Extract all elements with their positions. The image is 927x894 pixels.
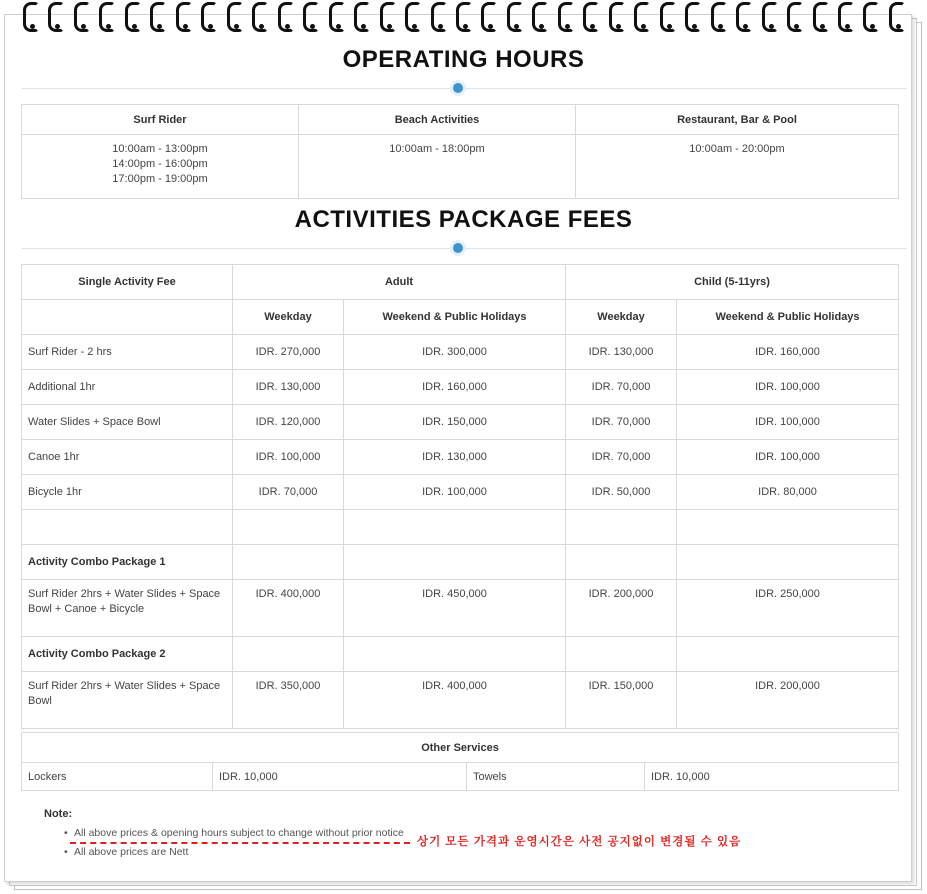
fees-subheader-child-weekend: Weekend & Public Holidays [677, 300, 899, 335]
lockers-label: Lockers [22, 763, 213, 791]
note-bullet-2-text: All above prices are Nett [74, 846, 189, 858]
spiral-ring [379, 0, 393, 30]
spiral-ring [710, 0, 724, 30]
restaurant-hours: 10:00am - 20:00pm [576, 135, 899, 199]
spiral-ring [226, 0, 240, 30]
note-bullet-1: • All above prices & opening hours subject to change without prior notice [64, 827, 404, 839]
spiral-ring [404, 0, 418, 30]
fees-header-single-activity: Single Activity Fee [22, 265, 233, 300]
adult-weekend-price: IDR. 100,000 [344, 475, 566, 510]
spiral-ring [430, 0, 444, 30]
spiral-ring [302, 0, 316, 30]
child-weekday-price: IDR. 200,000 [566, 580, 677, 637]
child-weekend-price: IDR. 80,000 [677, 475, 899, 510]
activity-name: Water Slides + Space Bowl [22, 405, 233, 440]
child-weekday-price: IDR. 70,000 [566, 405, 677, 440]
section-divider [22, 88, 907, 89]
spiral-ring [200, 0, 214, 30]
hours-header-restaurant: Restaurant, Bar & Pool [576, 105, 899, 135]
spiral-ring [531, 0, 545, 30]
combo-2-title: Activity Combo Package 2 [22, 637, 233, 672]
surf-rider-hours [22, 135, 299, 199]
package-fees-title: ACTIVITIES PACKAGE FEES [294, 206, 633, 233]
section-divider [22, 248, 907, 249]
table-row [22, 370, 899, 405]
spiral-ring [786, 0, 800, 30]
spiral-ring [761, 0, 775, 30]
fees-subheader-child-weekday: Weekday [566, 300, 677, 335]
combo-title-row [22, 545, 899, 580]
spiral-ring [353, 0, 367, 30]
korean-annotation: 상기 모든 가격과 운영시간은 사전 공지없이 변경될 수 있음 [417, 836, 742, 848]
activity-name: Surf Rider - 2 hrs [22, 335, 233, 370]
spiral-ring [506, 0, 520, 30]
child-weekday-price: IDR. 50,000 [566, 475, 677, 510]
lockers-price: IDR. 10,000 [213, 763, 467, 791]
adult-weekend-price: IDR. 130,000 [344, 440, 566, 475]
note-bullet-1-text: All above prices & opening hours subject to change without prior notice [74, 827, 404, 839]
spiral-ring [837, 0, 851, 30]
spiral-ring [251, 0, 265, 30]
spiral-ring [98, 0, 112, 30]
note-label: Note: [44, 808, 73, 820]
adult-weekday-price: IDR. 400,000 [233, 580, 344, 637]
fees-header-adult: Adult [233, 265, 566, 300]
table-row [22, 580, 899, 637]
table-row [22, 335, 899, 370]
spiral-binding [22, 0, 902, 34]
spiral-ring [862, 0, 876, 30]
table-row [22, 440, 899, 475]
activity-name: Canoe 1hr [22, 440, 233, 475]
adult-weekend-price: IDR. 450,000 [344, 580, 566, 637]
combo-1-title: Activity Combo Package 1 [22, 545, 233, 580]
table-row [22, 405, 899, 440]
spiral-ring [633, 0, 647, 30]
child-weekday-price: IDR. 70,000 [566, 440, 677, 475]
package-fees-table [21, 264, 899, 729]
combo-2-name: Surf Rider 2hrs + Water Slides + Space Bowl [22, 672, 233, 729]
beach-activities-hours: 10:00am - 18:00pm [299, 135, 576, 199]
towels-label: Towels [467, 763, 645, 791]
spiral-ring [328, 0, 342, 30]
adult-weekend-price: IDR. 400,000 [344, 672, 566, 729]
spiral-ring [22, 0, 36, 30]
adult-weekend-price: IDR. 300,000 [344, 335, 566, 370]
child-weekend-price: IDR. 100,000 [677, 405, 899, 440]
child-weekday-price: IDR. 130,000 [566, 335, 677, 370]
combo-1-name: Surf Rider 2hrs + Water Slides + Space Bowl + Canoe + Bicycle [22, 580, 233, 637]
spiral-ring [277, 0, 291, 30]
spiral-ring [175, 0, 189, 30]
surf-time-3: 17:00pm - 19:00pm [112, 173, 208, 185]
child-weekend-price: IDR. 100,000 [677, 440, 899, 475]
spiral-ring [73, 0, 87, 30]
fees-subheader-empty [22, 300, 233, 335]
divider-dot-icon [453, 243, 463, 253]
child-weekend-price: IDR. 200,000 [677, 672, 899, 729]
operating-hours-table [21, 104, 899, 199]
table-row [22, 672, 899, 729]
table-row [22, 475, 899, 510]
spiral-ring [47, 0, 61, 30]
adult-weekend-price: IDR. 150,000 [344, 405, 566, 440]
divider-dot-icon [453, 83, 463, 93]
surf-time-2: 14:00pm - 16:00pm [112, 158, 208, 170]
child-weekend-price: IDR. 100,000 [677, 370, 899, 405]
hours-header-surf-rider: Surf Rider [22, 105, 299, 135]
spiral-ring [684, 0, 698, 30]
note-bullet-2: • All above prices are Nett [64, 846, 189, 858]
spiral-ring [455, 0, 469, 30]
fees-subheader-adult-weekend: Weekend & Public Holidays [344, 300, 566, 335]
adult-weekday-price: IDR. 350,000 [233, 672, 344, 729]
hours-header-beach-activities: Beach Activities [299, 105, 576, 135]
fees-subheader-adult-weekday: Weekday [233, 300, 344, 335]
surf-time-1: 10:00am - 13:00pm [112, 143, 208, 155]
child-weekend-price: IDR. 160,000 [677, 335, 899, 370]
adult-weekday-price: IDR. 130,000 [233, 370, 344, 405]
spiral-ring [888, 0, 902, 30]
activity-name: Additional 1hr [22, 370, 233, 405]
red-underline-annotation [70, 842, 410, 844]
spiral-ring [735, 0, 749, 30]
spiral-ring [124, 0, 138, 30]
adult-weekday-price: IDR. 270,000 [233, 335, 344, 370]
other-services-table [21, 732, 899, 791]
empty-row [22, 510, 899, 545]
fees-header-child: Child (5-11yrs) [566, 265, 899, 300]
spiral-ring [582, 0, 596, 30]
adult-weekend-price: IDR. 160,000 [344, 370, 566, 405]
spiral-ring [480, 0, 494, 30]
spiral-ring [812, 0, 826, 30]
operating-hours-title: OPERATING HOURS [342, 46, 585, 73]
spiral-ring [149, 0, 163, 30]
towels-price: IDR. 10,000 [645, 763, 899, 791]
spiral-ring [608, 0, 622, 30]
child-weekday-price: IDR. 150,000 [566, 672, 677, 729]
activity-name: Bicycle 1hr [22, 475, 233, 510]
spiral-ring [557, 0, 571, 30]
adult-weekday-price: IDR. 120,000 [233, 405, 344, 440]
adult-weekday-price: IDR. 70,000 [233, 475, 344, 510]
adult-weekday-price: IDR. 100,000 [233, 440, 344, 475]
spiral-ring [659, 0, 673, 30]
child-weekday-price: IDR. 70,000 [566, 370, 677, 405]
child-weekend-price: IDR. 250,000 [677, 580, 899, 637]
combo-title-row [22, 637, 899, 672]
other-services-title: Other Services [22, 733, 899, 763]
